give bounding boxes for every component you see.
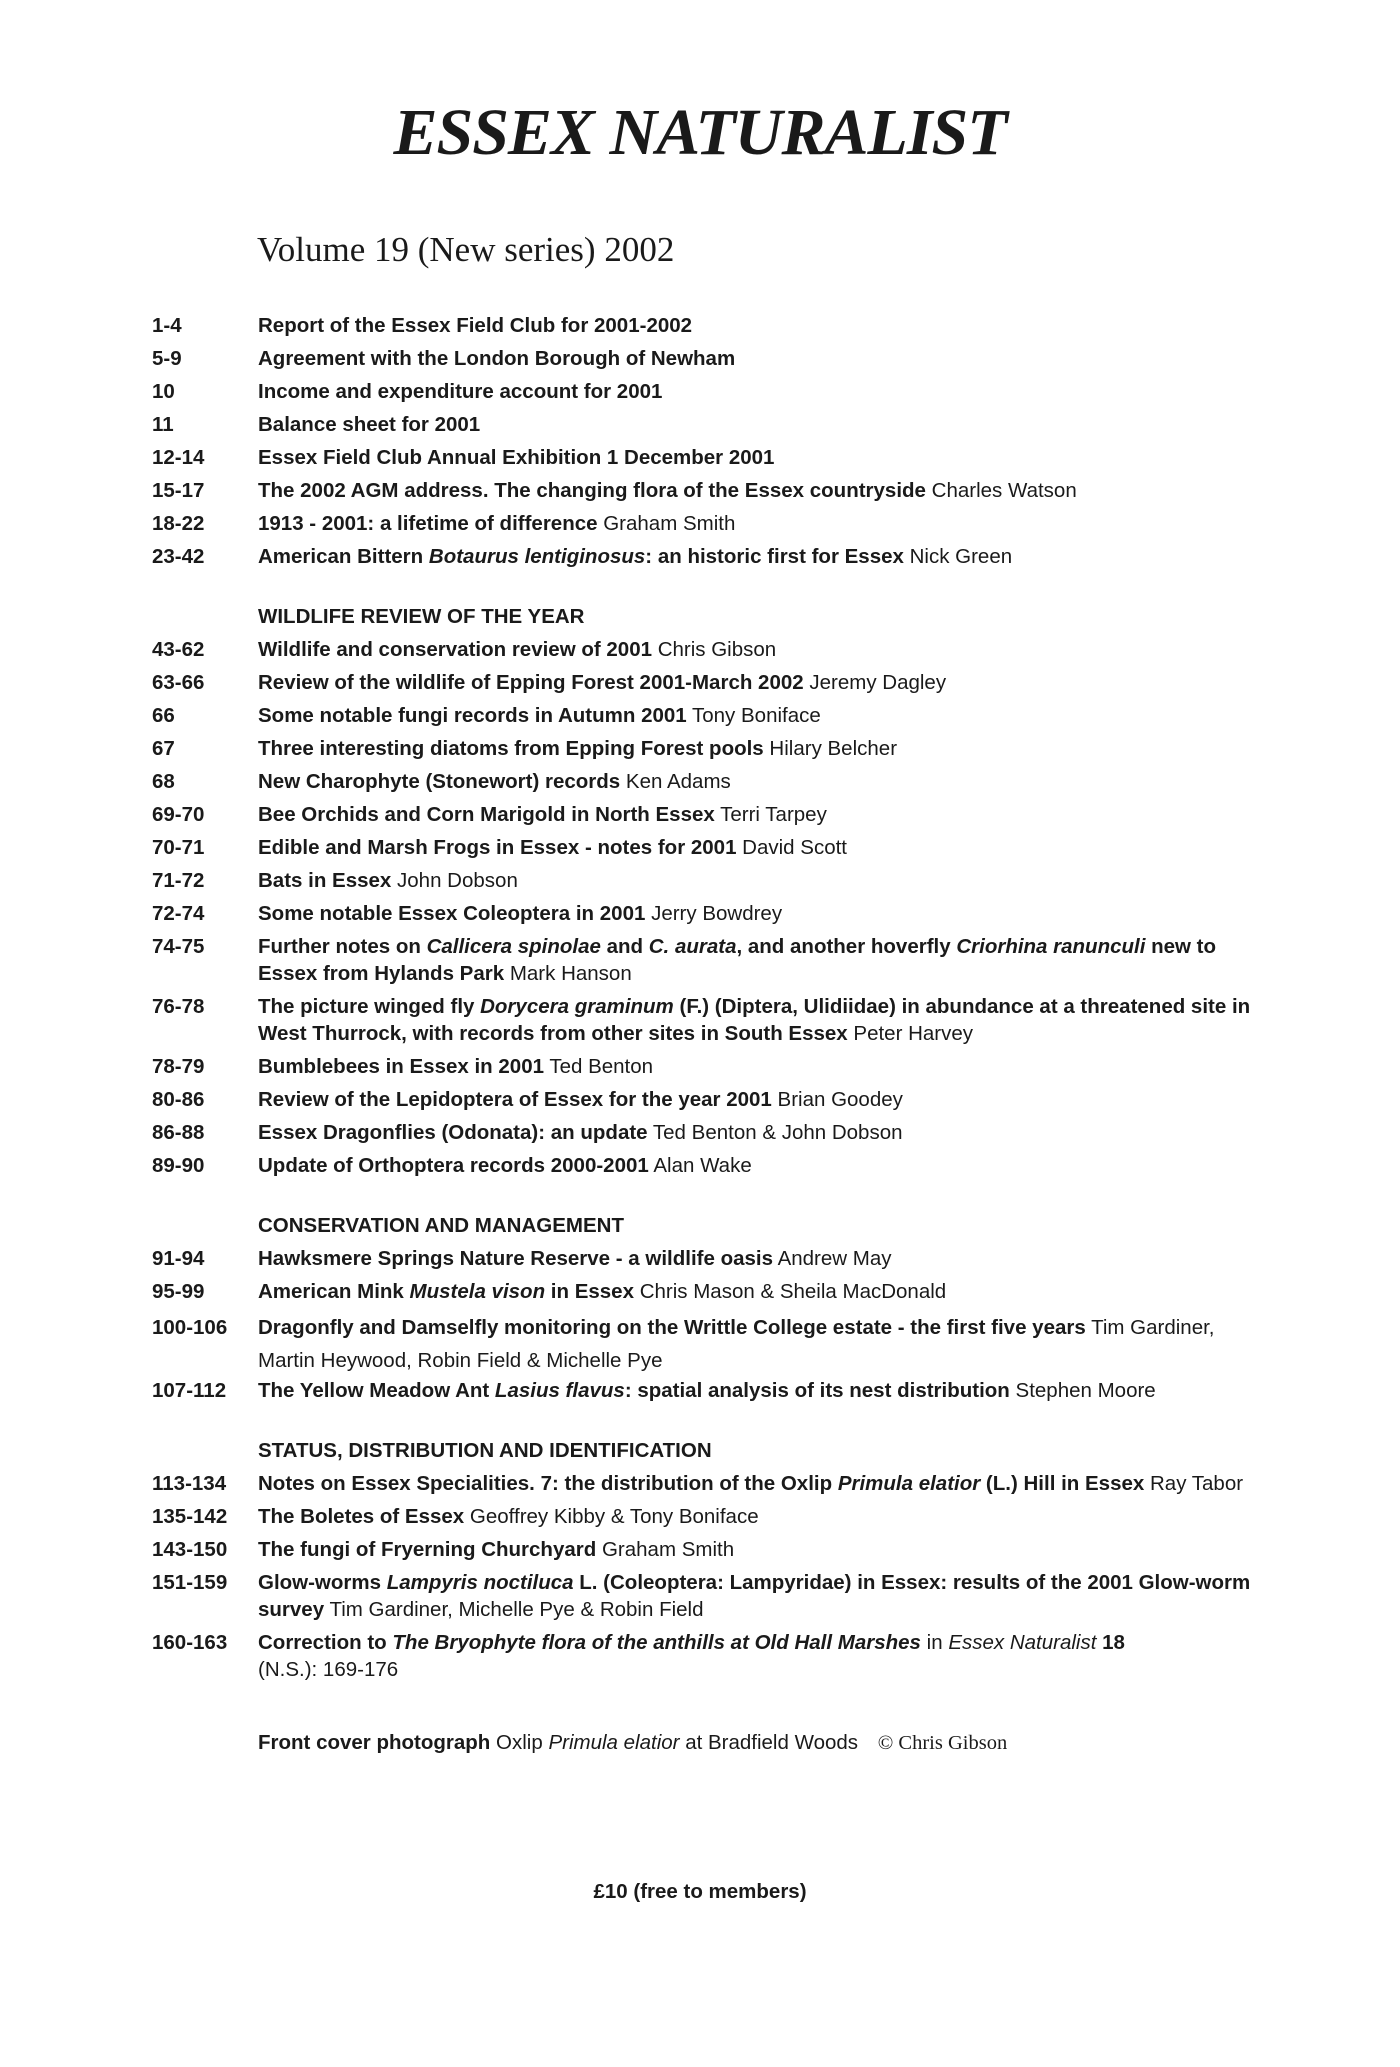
section-gap (152, 576, 1252, 603)
title-fragment: in Essex (545, 1280, 634, 1303)
toc-entry (152, 801, 1252, 828)
toc-pages: 86-88 (152, 1121, 205, 1144)
toc-entry-text (258, 933, 1252, 987)
toc-entry (152, 834, 1252, 861)
price-line: £10 (free to members) (593, 1880, 807, 1903)
article-author: Peter Harvey (853, 1022, 974, 1045)
toc-entry-text (258, 1569, 1252, 1623)
title-fragment: American Bittern (258, 545, 429, 568)
article-title: Essex Dragonflies (Odonata): an update (258, 1121, 648, 1144)
toc-entry-text (258, 636, 1252, 663)
toc-entry-text (258, 867, 1252, 894)
article-author: Graham Smith (603, 512, 736, 535)
article-author: Ted Benton & John Dobson (652, 1121, 903, 1144)
toc-entry-text (258, 1278, 1252, 1305)
toc-entry (152, 1086, 1252, 1113)
toc-pages: 72-74 (152, 902, 205, 925)
toc-entry (152, 1470, 1252, 1497)
toc-entry (152, 1152, 1252, 1179)
article-title: Hawksmere Springs Nature Reserve - a wildlife oasis (258, 1247, 773, 1270)
toc-entry (152, 378, 1252, 405)
toc-entry-text (258, 1536, 1252, 1563)
article-title (258, 935, 1216, 985)
article-title: Review of the wildlife of Epping Forest 2001-March 2002 (258, 671, 804, 694)
article-author: Ken Adams (625, 770, 731, 793)
title-fragment: L. (Coleoptera: Lampyridae) in Essex: results of the 2001 Glow-worm survey (258, 1571, 1251, 1621)
toc-entry-text (258, 477, 1252, 504)
toc-entry (152, 1377, 1252, 1404)
toc-pages: 68 (152, 770, 175, 793)
article-author: Mark Hanson (509, 962, 632, 985)
toc-pages: 5-9 (152, 347, 182, 370)
title-fragment: (L.) Hill in Essex (980, 1472, 1145, 1495)
journal-title: ESSEX NATURALIST (393, 96, 1007, 169)
title-fragment: : an historic first for Essex (645, 545, 904, 568)
toc-entry-text (258, 1503, 1252, 1530)
toc-entry (152, 900, 1252, 927)
article-title: Wildlife and conservation review of 2001 (258, 638, 652, 661)
species-name: Dorycera graminum (480, 995, 674, 1018)
toc-pages: 63-66 (152, 671, 205, 694)
article-author: Alan Wake (653, 1154, 752, 1177)
article-title: Update of Orthoptera records 2000-2001 (258, 1154, 649, 1177)
article-author: Stephen Moore (1015, 1379, 1156, 1402)
article-title: Bats in Essex (258, 869, 392, 892)
toc-entry (152, 669, 1252, 696)
toc-entry-text (258, 900, 1252, 927)
toc-pages: 71-72 (152, 869, 205, 892)
toc-pages: 23-42 (152, 545, 205, 568)
correction-reference: (N.S.): 169-176 (258, 1658, 399, 1681)
article-title: Bumblebees in Essex in 2001 (258, 1055, 544, 1078)
toc-entry (152, 1119, 1252, 1146)
toc-entry-text (258, 1377, 1252, 1404)
toc-sections (152, 312, 1252, 1623)
toc-entry (152, 477, 1252, 504)
toc-entry (152, 312, 1252, 339)
toc-entry (152, 636, 1252, 663)
article-author: Graham Smith (601, 1538, 735, 1561)
title-fragment: Notes on Essex Specialities. 7: the distribution of the Oxlip (258, 1472, 838, 1495)
title-fragment: , and another hoverfly (736, 935, 957, 958)
toc-pages: 66 (152, 704, 175, 727)
section-heading: WILDLIFE REVIEW OF THE YEAR (258, 605, 585, 628)
article-title: Agreement with the London Borough of Newham (258, 347, 736, 370)
toc-pages: 10 (152, 380, 175, 403)
article-author: Nick Green (909, 545, 1013, 568)
toc-entry-text (258, 1470, 1252, 1497)
species-name: Mustela vison (409, 1280, 546, 1303)
article-author: Ted Benton (549, 1055, 654, 1078)
species-name: Lampyris noctiluca (386, 1571, 574, 1594)
toc-entry-text (258, 510, 1252, 537)
correction-in: in (926, 1631, 943, 1654)
article-author: Jerry Bowdrey (651, 902, 783, 925)
toc-pages: 67 (152, 737, 175, 760)
article-author: Jeremy Dagley (809, 671, 947, 694)
toc-pages: 80-86 (152, 1088, 205, 1111)
article-author: Geoffrey Kibby & Tony Boniface (469, 1505, 759, 1528)
toc-entry (152, 933, 1252, 987)
section-gap (152, 1185, 1252, 1212)
correction-lead: Correction to (258, 1631, 387, 1654)
toc-entry-text (258, 1245, 1252, 1272)
correction-journal: Essex Naturalist (948, 1631, 1097, 1654)
article-title: The fungi of Fryerning Churchyard (258, 1538, 597, 1561)
article-title: The 2002 AGM address. The changing flora of the Essex countryside (258, 479, 926, 502)
toc-entry (152, 993, 1252, 1047)
title-fragment: The Yellow Meadow Ant (258, 1379, 495, 1402)
article-author: Tim Gardiner, Michelle Pye & Robin Field (329, 1598, 704, 1621)
article-author: Charles Watson (931, 479, 1077, 502)
article-author: Hilary Belcher (769, 737, 898, 760)
toc-entry-text (258, 312, 1252, 339)
species-name: Criorhina ranunculi (956, 935, 1146, 958)
toc-entry-text (258, 834, 1252, 861)
toc-entry-text (258, 1629, 1252, 1683)
toc-pages: 78-79 (152, 1055, 205, 1078)
toc-entry-text (258, 411, 1252, 438)
toc-entry-text (258, 669, 1252, 696)
toc-pages: 76-78 (152, 995, 205, 1018)
cover-location: at Bradfield Woods (685, 1731, 859, 1754)
toc-entry (152, 1245, 1252, 1272)
article-title: Balance sheet for 2001 (258, 413, 481, 436)
cover-caption (258, 1731, 1252, 1755)
cover-label: Front cover photograph (258, 1731, 491, 1754)
toc-pages: 11 (152, 413, 174, 436)
title-fragment: : spatial analysis of its nest distribution (624, 1379, 1010, 1402)
toc-pages: 160-163 (152, 1631, 228, 1654)
article-title (258, 1472, 1144, 1495)
toc-pages: 15-17 (152, 479, 205, 502)
toc-pages: 91-94 (152, 1247, 205, 1270)
toc-entry-text (258, 993, 1252, 1047)
toc-entry-text (258, 378, 1252, 405)
volume-line: Volume 19 (New series) 2002 (257, 230, 675, 269)
toc-entry (152, 1536, 1252, 1563)
cover-species: Primula elatior (548, 1731, 680, 1754)
article-author: David Scott (742, 836, 847, 859)
title-fragment: American Mink (258, 1280, 410, 1303)
toc-entry (152, 1503, 1252, 1530)
toc-entry (152, 510, 1252, 537)
toc-pages: 135-142 (152, 1505, 228, 1528)
toc-pages: 113-134 (152, 1472, 227, 1495)
toc-pages: 70-71 (152, 836, 205, 859)
toc-entry (152, 735, 1252, 762)
toc-entry-text (258, 735, 1252, 762)
article-title (258, 1280, 634, 1303)
title-fragment: (F.) (Diptera, Ulidiidae) in abundance at a threatened site in West Thurrock, with records from other sites in South Essex (258, 995, 1251, 1045)
article-title: Essex Field Club Annual Exhibition 1 December 2001 (258, 446, 775, 469)
toc-pages: 95-99 (152, 1280, 205, 1303)
article-author: Andrew May (777, 1247, 892, 1270)
table-of-contents (152, 312, 1252, 1755)
article-title: New Charophyte (Stonewort) records (258, 770, 621, 793)
species-name: C. aurata (648, 935, 737, 958)
toc-entry-text (258, 444, 1252, 471)
toc-entry (152, 1569, 1252, 1623)
article-author: Terri Tarpey (720, 803, 827, 826)
toc-entry-text (258, 543, 1252, 570)
toc-pages: 18-22 (152, 512, 205, 535)
toc-entry (152, 867, 1252, 894)
article-author: Tim Gardiner, Martin Heywood, Robin Field & Michelle Pye (258, 1316, 1215, 1372)
article-title (258, 1379, 1010, 1402)
toc-pages: 143-150 (152, 1538, 228, 1561)
toc-entry (152, 1311, 1252, 1377)
article-author: Chris Gibson (657, 638, 777, 661)
title-fragment: Glow-worms (258, 1571, 387, 1594)
article-title (258, 545, 904, 568)
correction-volume: 18 (1102, 1631, 1125, 1654)
toc-pages: 151-159 (152, 1571, 228, 1594)
toc-pages: 74-75 (152, 935, 205, 958)
article-title: Three interesting diatoms from Epping Forest pools (258, 737, 764, 760)
toc-entry (152, 444, 1252, 471)
toc-entry (152, 543, 1252, 570)
cover-common-name: Oxlip (496, 1731, 543, 1754)
species-name: Botaurus lentiginosus (428, 545, 646, 568)
toc-entry (152, 702, 1252, 729)
toc-entry-correction (152, 1629, 1252, 1683)
article-title: Edible and Marsh Frogs in Essex - notes for 2001 (258, 836, 737, 859)
article-title: Some notable Essex Coleoptera in 2001 (258, 902, 646, 925)
article-title (258, 995, 1250, 1045)
article-author: John Dobson (397, 869, 518, 892)
species-name: Primula elatior (837, 1472, 981, 1495)
title-fragment: Further notes on (258, 935, 427, 958)
toc-pages: 43-62 (152, 638, 205, 661)
toc-entry-text (258, 1311, 1252, 1377)
article-title: Bee Orchids and Corn Marigold in North Essex (258, 803, 715, 826)
toc-pages: 100-106 (152, 1316, 228, 1339)
toc-entry (152, 1278, 1252, 1305)
title-fragment: new to Essex from Hylands Park (258, 935, 1217, 985)
article-author: Brian Goodey (777, 1088, 903, 1111)
toc-entry-text (258, 801, 1252, 828)
toc-entry (152, 345, 1252, 372)
toc-pages: 12-14 (152, 446, 205, 469)
toc-entry (152, 768, 1252, 795)
section-heading: CONSERVATION AND MANAGEMENT (258, 1214, 624, 1237)
species-name: Callicera spinolae (426, 935, 601, 958)
article-title: Review of the Lepidoptera of Essex for the year 2001 (258, 1088, 772, 1111)
section-gap (152, 1410, 1252, 1437)
article-title: Report of the Essex Field Club for 2001-2002 (258, 314, 693, 337)
toc-entry-text (258, 768, 1252, 795)
toc-entry-text (258, 702, 1252, 729)
species-name: Lasius flavus (494, 1379, 625, 1402)
toc-entry (152, 1053, 1252, 1080)
toc-entry-text (258, 1119, 1252, 1146)
toc-pages: 1-4 (152, 314, 182, 337)
article-author: Tony Boniface (692, 704, 821, 727)
article-title: The Boletes of Essex (258, 1505, 465, 1528)
title-fragment: and (600, 935, 649, 958)
article-title: 1913 - 2001: a lifetime of difference (258, 512, 598, 535)
title-fragment: The picture winged fly (258, 995, 481, 1018)
toc-entry-text (258, 1053, 1252, 1080)
section-heading: STATUS, DISTRIBUTION AND IDENTIFICATION (258, 1439, 712, 1462)
article-title: Dragonfly and Damselfly monitoring on the Writtle College estate - the first five years (258, 1316, 1086, 1339)
article-author: Ray Tabor (1149, 1472, 1244, 1495)
article-title: Some notable fungi records in Autumn 2001 (258, 704, 687, 727)
toc-pages: 69-70 (152, 803, 205, 826)
article-title: Income and expenditure account for 2001 (258, 380, 663, 403)
toc-entry-text (258, 1152, 1252, 1179)
toc-entry-text (258, 1086, 1252, 1113)
article-author: Chris Mason & Sheila MacDonald (639, 1280, 947, 1303)
toc-pages: 89-90 (152, 1154, 205, 1177)
toc-entry (152, 411, 1252, 438)
correction-title: The Bryophyte flora of the anthills at Old Hall Marshes (392, 1631, 921, 1654)
toc-entry-text (258, 345, 1252, 372)
toc-pages: 107-112 (152, 1379, 227, 1402)
cover-credit: © Chris Gibson (877, 1732, 1008, 1754)
